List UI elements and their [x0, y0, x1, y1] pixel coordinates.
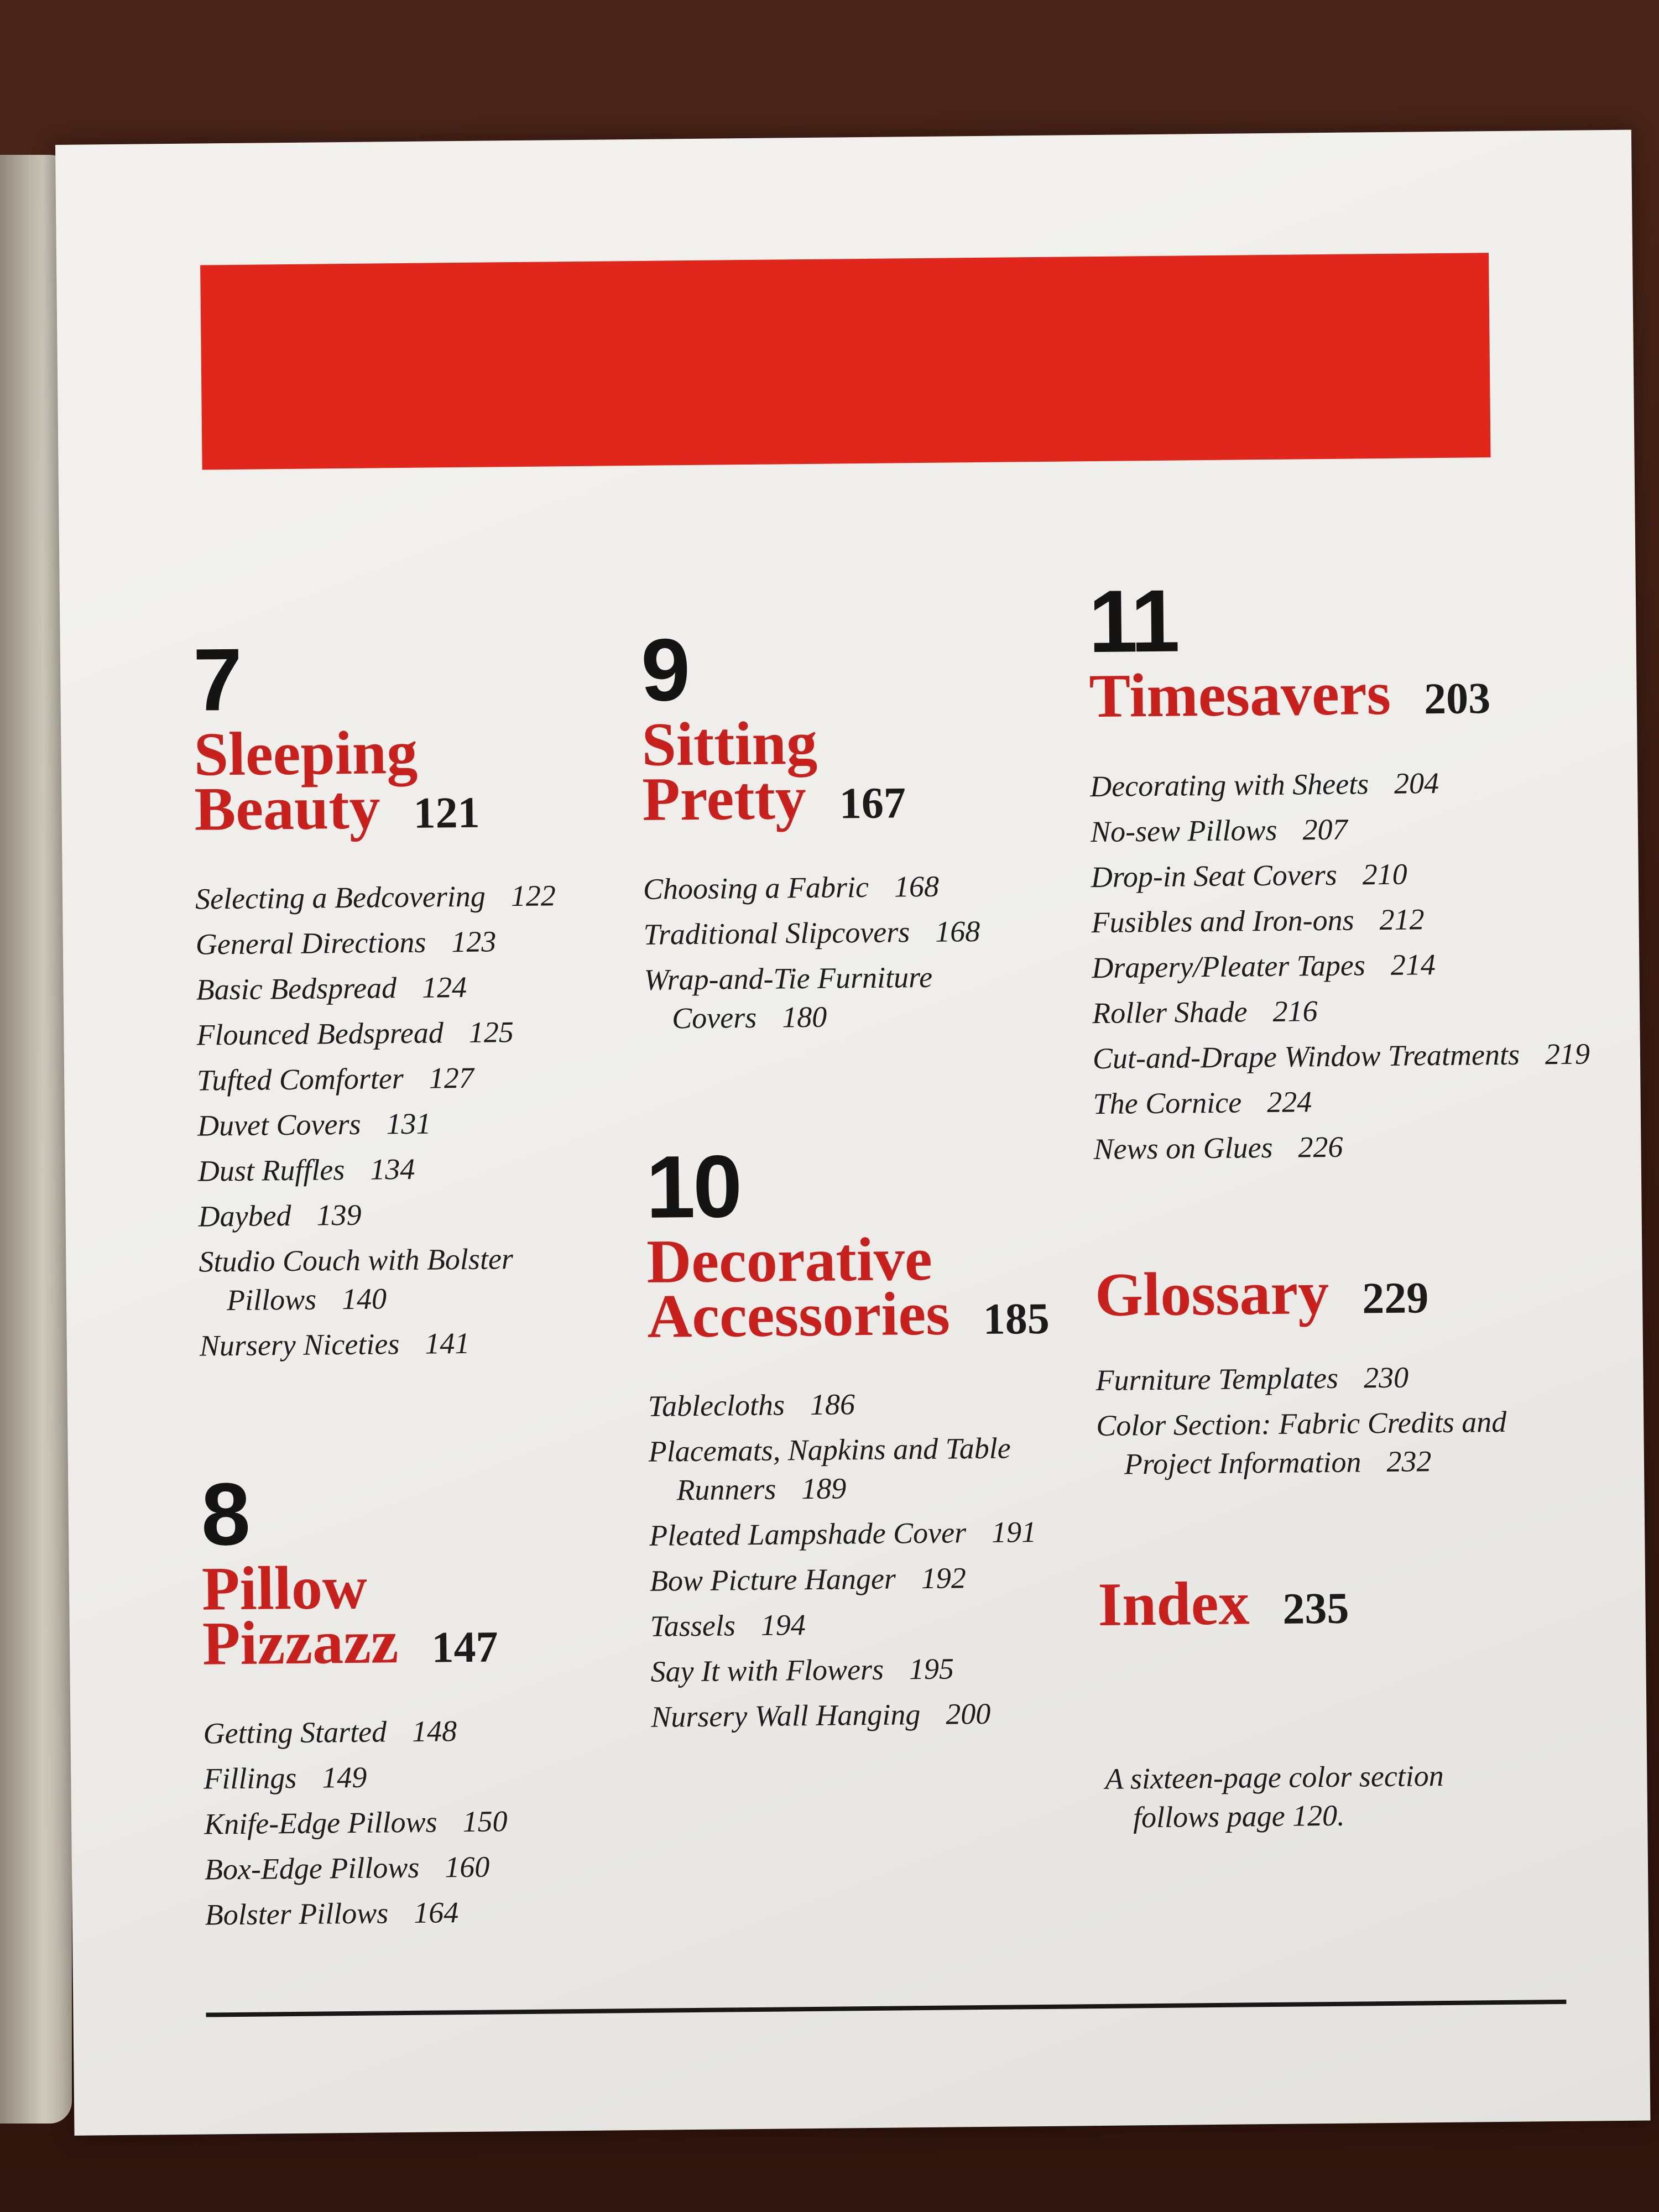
toc-entry-label: No-sew Pillows: [1090, 813, 1277, 848]
chapter-number: 8: [200, 1464, 249, 1564]
chapter-title-line: [641, 763, 1085, 834]
toc-entry-page: 189: [801, 1472, 847, 1506]
toc-entry-page: 216: [1272, 994, 1318, 1028]
toc-entry: [649, 1512, 1092, 1555]
toc-entry-page: 122: [510, 879, 556, 913]
chapter-items: [643, 865, 1087, 1038]
toc-entry: [205, 1846, 625, 1888]
toc-entry-page: 127: [429, 1061, 474, 1095]
toc-entry: [196, 921, 617, 963]
toc-entry-label: Getting Started: [203, 1715, 387, 1750]
toc-entry-label: Box-Edge Pillows: [204, 1851, 420, 1886]
chapter-number: 10: [645, 1136, 740, 1237]
toc-entry-page: 186: [810, 1387, 855, 1422]
toc-entry-label: Tassels: [650, 1609, 736, 1643]
index-section: [1097, 1569, 1596, 1640]
column-middle: [640, 622, 1093, 1743]
glossary-section: [1094, 1258, 1595, 1484]
toc-entry-label: Bolster Pillows: [205, 1896, 389, 1932]
chapter-title-text: Accessories: [646, 1279, 951, 1351]
toc-entry: [648, 1428, 1091, 1510]
toc-entry-page: 140: [341, 1282, 387, 1316]
chapter-title: [646, 1224, 1090, 1351]
toc-entry: [1095, 1356, 1594, 1400]
toc-entry-label: Cut-and-Drape Window Treatments: [1092, 1037, 1520, 1075]
toc-entry: [651, 1693, 1094, 1736]
toc-entry-page: 214: [1390, 947, 1436, 982]
section-title-line: [1097, 1569, 1596, 1640]
toc-entry-label: Nursery Niceties: [199, 1327, 400, 1363]
chapter-11: [1088, 572, 1592, 1168]
column-right: [1088, 572, 1598, 1866]
toc-entry-page: 230: [1363, 1360, 1409, 1395]
toc-entry: [204, 1755, 624, 1798]
chapter-items: [1090, 762, 1592, 1168]
toc-entry-page: 123: [451, 925, 497, 959]
toc-entry: [197, 1147, 618, 1190]
toc-entry-page: 168: [894, 869, 940, 904]
toc-entry-label: Furniture Templates: [1095, 1361, 1339, 1397]
toc-entry: [1093, 1034, 1591, 1078]
toc-entry-label: Duvet Covers: [197, 1107, 361, 1142]
section-title: [1097, 1569, 1596, 1640]
toc-entry-label: Basic Bedspread: [196, 971, 397, 1006]
toc-entry-label: Studio Couch with Bolster Pillows: [199, 1242, 514, 1317]
toc-entry: [196, 966, 617, 1009]
column-left: [192, 629, 626, 1940]
chapter-title-line: Sleeping: [194, 718, 418, 789]
toc-entry: [1092, 943, 1590, 987]
toc-entry: [1090, 762, 1588, 806]
toc-entry-page: 180: [781, 1000, 827, 1034]
chapter-10: [645, 1136, 1093, 1736]
toc-entry-page: 210: [1362, 857, 1408, 891]
toc-entry-label: Tufted Comforter: [196, 1062, 404, 1097]
toc-entry: [1093, 1125, 1592, 1168]
chapter-title: [201, 1553, 623, 1678]
toc-entry: [1093, 1079, 1591, 1123]
glossary-items: [1095, 1356, 1594, 1484]
toc-entry: [1091, 807, 1589, 851]
toc-entry: [198, 1193, 619, 1235]
color-section-note: A sixteen-page color section follows page 120.: [1105, 1759, 1444, 1834]
toc-entry: [1092, 989, 1590, 1032]
toc-entry: [200, 1322, 620, 1365]
section-page: 229: [1361, 1273, 1429, 1323]
toc-entry-page: 207: [1302, 812, 1348, 846]
toc-entry: [1096, 1401, 1594, 1484]
toc-entry: [650, 1648, 1093, 1691]
chapter-title-text: Pizzazz: [202, 1607, 399, 1678]
toc-entry-label: Tablecloths: [648, 1388, 785, 1423]
toc-entry-label: Drapery/Pleater Tapes: [1092, 948, 1366, 984]
chapter-items: [195, 875, 620, 1365]
chapter-title-line: Sitting: [641, 708, 818, 779]
contents-page: [55, 130, 1650, 2136]
toc-entry: [650, 1557, 1093, 1600]
toc-entry: [648, 1383, 1091, 1426]
toc-entry-page: 192: [921, 1561, 967, 1595]
toc-entry-page: 191: [991, 1515, 1037, 1550]
toc-entry-label: Decorating with Sheets: [1089, 766, 1369, 803]
toc-entry-page: 212: [1379, 902, 1425, 936]
chapter-title-line: [202, 1607, 623, 1678]
chapter-title-line: [194, 773, 615, 844]
toc-entry-label: General Directions: [195, 925, 426, 961]
toc-entry-label: Flounced Bedspread: [196, 1016, 444, 1052]
chapter-items: [203, 1710, 625, 1934]
red-banner: [200, 253, 1490, 469]
toc-entry-page: 134: [370, 1152, 415, 1186]
toc-entry-page: 194: [760, 1608, 806, 1642]
toc-entry: [196, 1011, 617, 1054]
toc-entry: [197, 1057, 618, 1099]
section-title-line: [1094, 1258, 1593, 1329]
toc-entry-label: Color Section: Fabric Credits and Project Information: [1096, 1405, 1507, 1481]
toc-entry: [199, 1238, 619, 1319]
bottom-rule: [206, 2000, 1566, 2017]
chapter-title: [641, 708, 1085, 834]
toc-entry-label: Fusibles and Iron-ons: [1091, 903, 1354, 939]
toc-entry-label: Traditional Slipcovers: [643, 915, 910, 951]
toc-entry-page: 131: [386, 1107, 431, 1141]
toc-entry: [644, 956, 1087, 1038]
toc-entry: [205, 1891, 625, 1934]
chapter-title-text: Beauty: [194, 773, 381, 844]
toc-entry-page: 125: [468, 1015, 514, 1049]
toc-entry-label: Pleated Lampshade Cover: [649, 1516, 967, 1552]
toc-entry-page: 124: [421, 971, 467, 1004]
toc-entry-page: 148: [411, 1714, 457, 1749]
toc-entry: [197, 1102, 618, 1145]
toc-entry-label: Knife-Edge Pillows: [204, 1805, 437, 1841]
toc-entry-page: 224: [1266, 1084, 1312, 1119]
chapter-8: [201, 1466, 625, 1934]
toc-entry-page: 149: [322, 1760, 367, 1794]
chapter-title-line: Decorative: [646, 1224, 933, 1296]
section-page: 235: [1282, 1584, 1349, 1634]
toc-entry: [204, 1801, 625, 1843]
toc-entry-label: Roller Shade: [1092, 994, 1248, 1030]
chapter-7: [192, 629, 620, 1365]
toc-entry-label: News on Glues: [1093, 1130, 1273, 1166]
toc-entry-label: Fillings: [204, 1761, 297, 1796]
toc-entry-page: 139: [316, 1198, 362, 1232]
toc-entry-page: 232: [1386, 1444, 1432, 1479]
toc-entry-page: 150: [462, 1804, 508, 1839]
toc-entry-label: Say It with Flowers: [650, 1652, 884, 1688]
toc-entry-label: The Cornice: [1093, 1086, 1242, 1120]
chapter-title-line: [1089, 659, 1587, 731]
chapter-title: [194, 718, 615, 844]
chapter-page: 147: [431, 1623, 498, 1672]
toc-entry-page: 141: [425, 1327, 470, 1360]
chapter-title-line: Pillow: [201, 1553, 368, 1624]
chapter-page: 185: [983, 1294, 1050, 1344]
chapter-page: 121: [413, 788, 481, 838]
toc-entry: [1091, 853, 1589, 896]
toc-entry-page: 160: [445, 1850, 490, 1884]
toc-entry-page: 219: [1545, 1036, 1590, 1071]
section-title-text: Glossary: [1094, 1258, 1329, 1329]
toc-entry: [643, 911, 1086, 954]
toc-entry-label: Choosing a Fabric: [643, 870, 869, 906]
toc-entry-label: Wrap-and-Tie Furniture Covers: [644, 960, 933, 1035]
toc-entry-page: 204: [1394, 766, 1439, 800]
toc-entry-label: Nursery Wall Hanging: [651, 1698, 921, 1734]
toc-entry-page: 226: [1298, 1130, 1343, 1164]
chapter-number: 9: [640, 620, 689, 719]
toc-entry-label: Selecting a Bedcovering: [195, 879, 486, 916]
toc-entry-page: 195: [909, 1652, 954, 1686]
chapter-9: [640, 622, 1087, 1038]
toc-entry-label: Bow Picture Hanger: [649, 1562, 896, 1598]
toc-entry: [643, 865, 1086, 909]
toc-entry: [1091, 898, 1589, 942]
chapter-number: 7: [192, 629, 241, 729]
section-title-text: Index: [1097, 1569, 1250, 1640]
chapter-title-line: [646, 1279, 1090, 1351]
toc-entry-label: Drop-in Seat Covers: [1091, 858, 1338, 894]
chapter-title-text: Pretty: [641, 763, 807, 834]
chapter-page: 167: [839, 778, 906, 828]
toc-entry: [650, 1603, 1093, 1646]
toc-entry: [195, 875, 616, 918]
chapter-title-text: Timesavers: [1089, 659, 1391, 731]
toc-entry-label: Dust Ruffles: [197, 1153, 345, 1188]
toc-entry-page: 168: [935, 915, 980, 948]
toc-entry-page: 200: [946, 1697, 991, 1731]
toc-entry-label: Placemats, Napkins and Table Runners: [648, 1431, 1011, 1507]
chapter-items: [648, 1383, 1094, 1736]
chapter-number: 11: [1088, 571, 1178, 671]
toc-entry: [203, 1710, 624, 1752]
chapter-page: 203: [1423, 674, 1491, 724]
toc-entry-label: Daybed: [198, 1199, 291, 1233]
chapter-title: [1089, 659, 1587, 731]
toc-entry-page: 164: [413, 1896, 459, 1930]
section-title: [1094, 1258, 1593, 1329]
